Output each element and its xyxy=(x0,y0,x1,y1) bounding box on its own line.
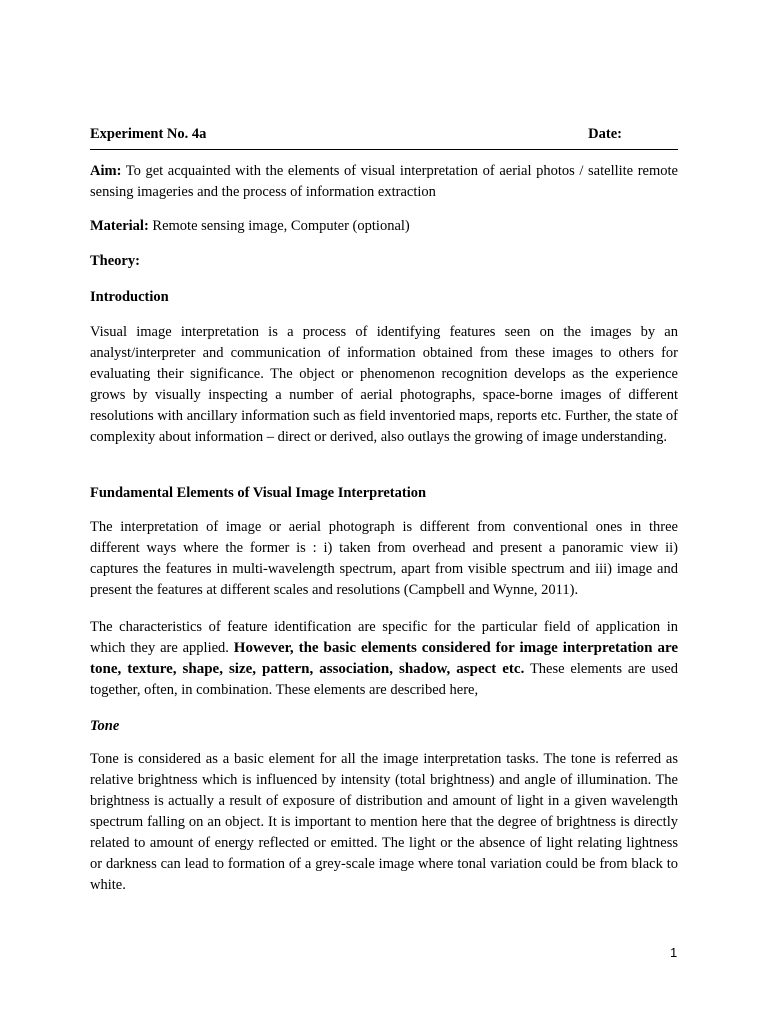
tone-heading: Tone xyxy=(90,718,120,734)
introduction-heading: Introduction xyxy=(90,289,169,305)
aim-label: Aim: xyxy=(90,163,122,179)
material-paragraph xyxy=(90,216,678,237)
fundamentals-heading: Fundamental Elements of Visual Image Interpretation xyxy=(90,485,427,501)
page-number: 1 xyxy=(670,945,678,960)
fundamentals-paragraph-1: The interpretation of image or aerial photograph is different from conventional ones in three different ways where the former is : i) taken from overhead and present a panoramic view ii) captures the features in multi-wavelength spectrum, apart from visible spectrum and iii) image and present the features at different scales and resolutions (Campbell and Wynne, 2011). xyxy=(90,519,678,598)
fundamentals-paragraph-2-end: These elements are used together, often, in combination. These elements are described here, xyxy=(90,661,678,698)
material-label: Material: xyxy=(90,218,149,234)
aim-text: To get acquainted with the elements of visual interpretation of aerial photos / satellite remote sensing imageries and the process of information extraction xyxy=(90,163,678,200)
aim-paragraph xyxy=(90,161,678,203)
material-text: Remote sensing image, Computer (optional) xyxy=(152,218,410,234)
date-label: Date: xyxy=(588,126,622,142)
fundamentals-paragraph-2-start: The characteristics of feature identification are specific for the particular field of application in which they are applied. xyxy=(90,619,678,656)
experiment-header xyxy=(90,126,678,143)
fundamentals-paragraph-2 xyxy=(90,617,678,701)
experiment-number: Experiment No. 4a xyxy=(90,126,207,142)
theory-heading: Theory: xyxy=(90,253,140,269)
header-divider xyxy=(90,149,678,150)
basic-elements-emphasis: However, the basic elements considered for image interpretation are tone, texture, shape, size, pattern, association, shadow, aspect etc. xyxy=(90,640,679,677)
tone-paragraph: Tone is considered as a basic element for all the image interpretation tasks. The tone is referred as relative brightness which is influenced by intensity (total brightness) and angle of illumination. The brightness is actually a result of exposure of distribution and amount of light in a given wavelength spectrum falling on an object. It is important to mention here that the degree of brightness is directly related to amount of energy reflected or emitted. The light or the absence of light relating lightness or darkness can lead to formation of a grey-scale image where tonal variation could be from black to white. xyxy=(90,751,678,893)
introduction-paragraph: Visual image interpretation is a process of identifying features seen on the images by an analyst/interpreter and communication of information obtained from these images to others for evaluating their significance. The object or phenomenon recognition develops as the experience grows by visually inspecting a number of aerial photographs, space-borne images of different resolutions with ancillary information such as field inventoried maps, reports etc. Further, the state of complexity about information – direct or derived, also outlays the growing of image understanding. xyxy=(90,324,678,445)
